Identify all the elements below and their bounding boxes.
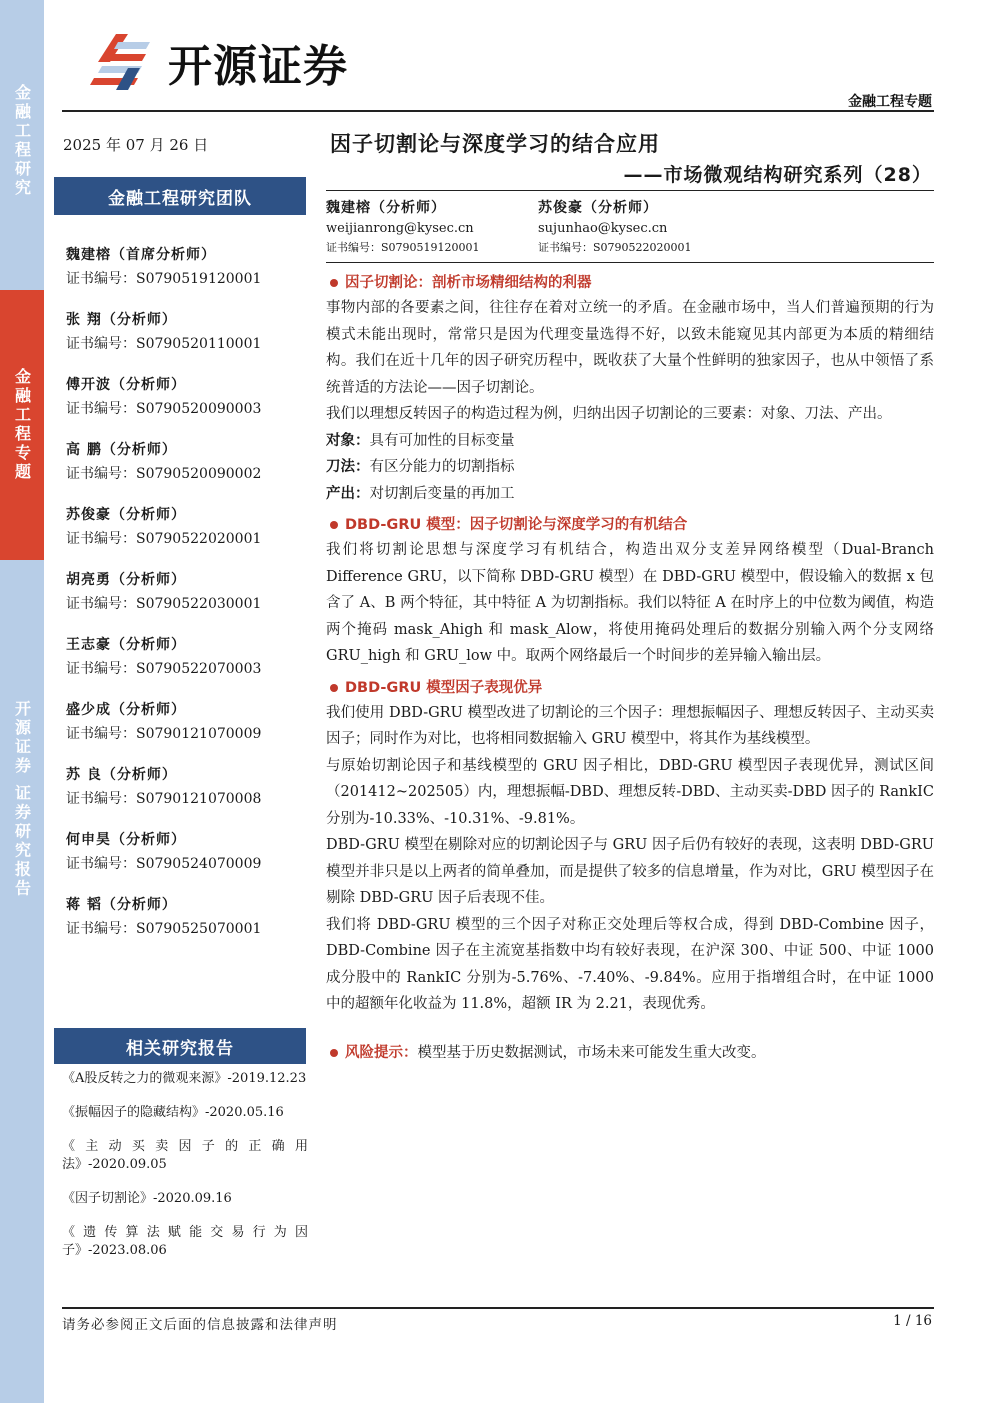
paragraph: DBD-GRU 模型在剔除对应的切割论因子与 GRU 因子后仍有较好的表现，这表明 DBD-GRU 模型并非只是以上两者的简单叠加，而是提供了较多的信息增量，作为对比，GRU 模型因子在剔除 DBD-GRU 因子后表现不佳。 — [326, 837, 934, 906]
analyst-name: 苏 良（分析师） — [66, 767, 177, 783]
section-heading-text: DBD-GRU 模型因子表现优异 — [345, 679, 543, 696]
definition-text: 对切割后变量的再加工 — [369, 485, 515, 502]
analyst-name: 张 翔（分析师） — [66, 312, 177, 328]
paragraph: 我们使用 DBD-GRU 模型改进了切割论的三个因子：理想振幅因子、理想反转因子、主动买卖因子；同时作为对比，也将相同数据输入 GRU 模型中，将其作为基线模型。 — [326, 704, 934, 747]
paragraph: 与原始切割论因子和基线模型的 GRU 因子相比，DBD-GRU 模型因子表现优异，测试区间（201412~202505）内，理想振幅-DBD、理想反转-DBD、主动买卖-DBD 因子的 RankIC 分别为-10.33%、-10.31%、-9.81%。 — [326, 757, 934, 827]
brand-name: 开源证券 — [168, 41, 348, 92]
related-report-link[interactable]: 《A股反转之力的微观来源》-2019.12.23 — [62, 1071, 307, 1086]
analyst-name: 魏建榕（首席分析师） — [66, 247, 216, 263]
author-divider — [326, 262, 934, 263]
author-email[interactable]: weijianrong@kysec.cn — [326, 221, 474, 236]
analyst-item — [66, 765, 306, 830]
report-subtitle: ——市场微观结构研究系列（28） — [623, 164, 932, 186]
analyst-name: 胡亮勇（分析师） — [66, 572, 186, 588]
report-date: 2025 年 07 月 26 日 — [63, 136, 209, 154]
author-cert: 证书编号：S0790519120001 — [326, 241, 480, 254]
risk-label: 风险提示： — [345, 1044, 418, 1061]
section-heading — [326, 676, 934, 700]
bullet-dot-icon — [330, 521, 338, 529]
side-label-topic: 金融工程专题 — [0, 290, 44, 560]
risk-text: 模型基于历史数据测试，市场未来可能发生重大改变。 — [417, 1044, 766, 1061]
analyst-cert: 证书编号：S0790522030001 — [66, 596, 262, 612]
analyst-cert: 证书编号：S0790524070009 — [66, 856, 262, 872]
author-card — [326, 197, 538, 257]
analyst-name: 蒋 韬（分析师） — [66, 897, 177, 913]
definition-line — [326, 428, 934, 455]
author-cert: 证书编号：S0790522020001 — [538, 241, 692, 254]
definition-text: 具有可加性的目标变量 — [369, 432, 515, 449]
side-strip — [0, 0, 44, 1403]
analyst-name: 傅开波（分析师） — [66, 377, 186, 393]
analyst-name: 盛少成（分析师） — [66, 702, 186, 718]
definition-term: 刀法： — [326, 459, 370, 475]
analyst-cert: 证书编号：S0790520090003 — [66, 401, 262, 417]
page-number: 1 / 16 — [893, 1313, 932, 1329]
analyst-item — [66, 310, 306, 375]
related-report-link[interactable]: 《因子切割论》-2020.09.16 — [62, 1191, 232, 1206]
analyst-cert: 证书编号：S0790525070001 — [66, 921, 262, 937]
analyst-name: 王志豪（分析师） — [66, 637, 186, 653]
analyst-cert: 证书编号：S0790121070009 — [66, 726, 262, 742]
related-report-link[interactable]: 《振幅因子的隐藏结构》-2020.05.16 — [62, 1105, 284, 1120]
definition-term: 对象： — [326, 432, 370, 449]
analyst-cert: 证书编号：S0790519120001 — [66, 271, 262, 287]
definition-line — [326, 481, 934, 508]
team-title: 金融工程研究团队 — [54, 177, 306, 215]
related-report-link[interactable]: 《遗传算法赋能交易行为因子》-2023.08.06 — [62, 1225, 308, 1258]
author-email[interactable]: sujunhao@kysec.cn — [538, 221, 668, 236]
analyst-cert: 证书编号：S0790522070003 — [66, 661, 262, 677]
brand-logo — [88, 30, 348, 94]
analyst-cert: 证书编号：S0790520090002 — [66, 466, 262, 482]
author-name: 魏建榕（分析师） — [326, 200, 446, 216]
title-divider — [326, 190, 934, 191]
analyst-cert: 证书编号：S0790522020001 — [66, 531, 262, 547]
analyst-cert: 证书编号：S0790520110001 — [66, 336, 262, 352]
section-heading-text: 因子切割论：剖析市场精细结构的利器 — [345, 275, 592, 291]
paragraph: 我们以理想反转因子的构造过程为例，归纳出因子切割论的三要素：对象、刀法、产出。 — [326, 406, 892, 422]
definition-line — [326, 454, 934, 481]
brand-logo-icon — [88, 32, 160, 92]
footer-divider — [62, 1307, 934, 1309]
section-heading — [326, 271, 934, 295]
header-divider — [62, 110, 934, 112]
author-name: 苏俊豪（分析师） — [538, 200, 658, 216]
report-title: 因子切割论与深度学习的结合应用 — [330, 132, 660, 156]
author-card — [538, 197, 750, 257]
analyst-list — [66, 245, 306, 960]
analyst-item — [66, 505, 306, 570]
risk-warning — [326, 1040, 934, 1066]
paragraph: 我们将 DBD-GRU 模型的三个因子对称正交处理后等权合成，得到 DBD-Combine 因子，DBD-Combine 因子在主流宽基指数中均有较好表现，在沪深 300、中证 500、中证 1000 成分股中的 RankIC 分别为-5.76%、-7.40%、-9.84%。应用于指增组合时，在中证 1000 中的超额年化收益为 11.8%，超额 IR 为 2.21，表现优秀。 — [326, 916, 934, 1012]
bullet-dot-icon — [330, 279, 338, 287]
analyst-name: 高 鹏（分析师） — [66, 442, 177, 458]
analyst-item — [66, 375, 306, 440]
related-report-link[interactable]: 《主动买卖因子的正确用法》-2020.09.05 — [62, 1139, 308, 1172]
section-heading — [326, 513, 934, 537]
footer-disclaimer: 请务必参阅正文后面的信息披露和法律声明 — [62, 1317, 338, 1333]
section-heading-text: DBD-GRU 模型：因子切割论与深度学习的有机结合 — [345, 517, 688, 533]
header-tag: 金融工程专题 — [848, 94, 932, 110]
paragraph: 我们将切割论思想与深度学习有机结合，构造出双分支差异网络模型（Dual-Branch Difference GRU，以下简称 DBD-GRU 模型）在 DBD-GRU 模型中，假设输入的数据 x 包含了 A、B 两个特征，其中特征 A 为切割指标。我们以特征 A 在时序上的中位数为阈值，构造两个掩码 mask_Ahigh 和 mask_Alow，将使用掩码处理后的数据分别输入两个分支网络 GRU_high 和 GRU_low 中。取两个网络最后一个时间步的差异输入输出层。 — [326, 542, 934, 664]
paragraph: 事物内部的各要素之间，往往存在着对立统一的矛盾。在金融市场中，当人们普遍预期的行为模式未能出现时，常常只是因为代理变量选得不好，以致未能窥见其内部更为本质的精细结构。我们在近十几年的因子研究历程中，既收获了大量个性鲜明的独家因子，也从中领悟了系统普适的方法论——因子切割论。 — [326, 300, 934, 396]
report-body — [326, 271, 934, 1066]
analyst-item — [66, 700, 306, 765]
bullet-dot-icon — [330, 1049, 338, 1057]
definition-term: 产出： — [326, 485, 370, 502]
analyst-item — [66, 245, 306, 310]
author-block — [326, 197, 934, 257]
analyst-item — [66, 895, 306, 960]
analyst-item — [66, 830, 306, 895]
side-label-research: 金融工程研究 — [12, 84, 32, 198]
analyst-item — [66, 635, 306, 700]
related-reports-list — [62, 1070, 308, 1276]
bullet-dot-icon — [330, 684, 338, 692]
analyst-item — [66, 440, 306, 505]
analyst-item — [66, 570, 306, 635]
analyst-name: 何申昊（分析师） — [66, 832, 186, 848]
related-reports-title: 相关研究报告 — [54, 1028, 306, 1064]
side-label-brand: 开源证券 证券研究报告 — [12, 700, 32, 899]
analyst-name: 苏俊豪（分析师） — [66, 507, 186, 523]
analyst-cert: 证书编号：S0790121070008 — [66, 791, 262, 807]
definition-text: 有区分能力的切割指标 — [369, 459, 515, 475]
